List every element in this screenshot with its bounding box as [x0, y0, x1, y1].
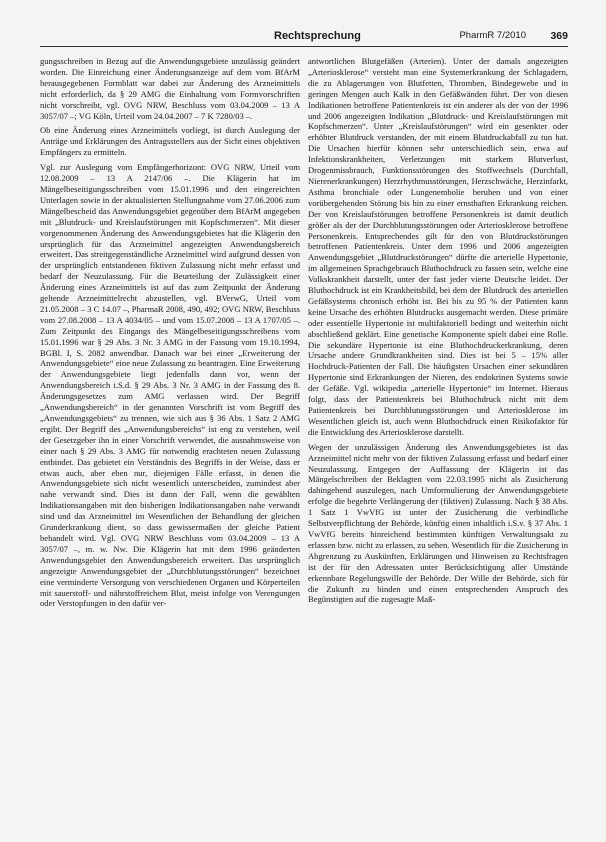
paragraph: Ob eine Änderung eines Arzneimittels vorliegt, ist durch Auslegung der Anträge und Erklärungen des Antragsstellers aus der Sicht eines objektiven Empfängers zu ermitteln.	[40, 125, 300, 158]
header-rule	[40, 46, 568, 47]
page-number: 369	[546, 30, 568, 42]
left-column	[40, 56, 300, 613]
paragraph: gungsschreiben in Bezug auf die Anwendungsgebiete unzulässig geändert worden. Die Einreichung einer Änderungsanzeige auf dem vom BfArM herausgegebenen Formblatt war dabei zur Änderung des Arzneimittels nicht erforderlich, da § 29 AMG die Einhaltung vom Formvorschriften nicht vorschreibt, vgl. OVG NRW, Beschluss vom 03.04.2009 – 13 A 3057/07 –; VG Köln, Urteil vom 24.04.2007 – 7 K 7280/03 –.	[40, 56, 300, 121]
journal-reference: PharmR 7/2010	[455, 30, 530, 41]
page-header	[40, 30, 568, 52]
paragraph: antwortlichen Blutgefäßen (Arterien). Unter der damals angezeigten „Arteriosklerose“ versteht man eine Systemerkrankung der Schlagadern, die zu Ablagerungen von Blutfetten, Thromben, Bindegewebe und in geringen Mengen auch Kalk in den Gefäßwänden führt. Der von diesen Indikationen betroffene Patientenkreis ist ein anderer als der von der 1996 und 2006 angezeigten Indikation „Blutdruck- und Kreislaufstörungen mit Kopfschmerzen“. Unter „Kreislaufstörungen“ wird ein gesenkter oder erhöhter Blutdruck verstanden, der mit einem Blutdruckabfall zu tun hat. Die Ursachen hierfür können sehr unterschiedlich sein, etwa auf Infektionskrankheiten, Verletzungen mit starkem Blutverlust, Drogenmissbrauch, Funktionsstörungen des Stoffwechsels (Durchfall, Nierenerkrankungen) Herzrhythmusstörungen, Herzschwäche, Herzinfarkt, Asthma bronchiale oder Lungenembolie beruhen und von einer vorübergehenden Störung bis hin zu einer ernsthaften Erkrankung reichen. Der von Kreislaufstörungen betroffene Personenkreis ist damit deutlich größer als der der Durchblutungsstörungen oder Arteriosklerose betroffene Personenkreis. Entsprechendes gilt für den von Blutdruckstörungen betroffenen Patientenkreis. Unter dem 1996 und 2006 angezeigten Anwendungsgebiet „Blutdruckstörungen“ dürfte die arterielle Hypertonie, im allgemeinen Sprachgebrauch Bluthochdruck zu fassen sein, welche eine Volkskrankheit darstellt, unter der fast jeder vierte Deutsche leidet. Der Bluthochdruck ist ein Krankheitsbild, bei dem der Blutdruck des arteriellen Gefäßsystems chronisch erhöht ist. Bei bis zu 95 % der Patienten kann keine Ursache des erhöhten Blutdrucks ausgemacht werden. Diese primäre oder essentielle Hypertonie ist multifaktoriell bedingt und weiterhin nicht abschließend geklärt. Eine genetische Komponente spielt dabei eine Rolle. Die sekundäre Hypertonie ist eine Bluthochdruckerkrankung, deren Ursache andere Grundkrankheiten sind. Dies ist bei 5 – 15% aller Hochdruck-Patienten der Fall. Die häufigsten Ursachen einer sekundären Hypertonie sind Erkrankungen der Nieren, des endokrinen Systems sowie der Gefäße. Vgl. wikipedia „arterielle Hypertonie“ im Internet. Hieraus folgt, dass der Patientenkreis bei Bluthochdruck nicht mit dem Patientenkreis bei Durchblutungsstörungen und Arteriosklerose im Wesentlichen gleich ist, auch wenn Bluthochdruck einen Risikofaktor für die Entwicklung des Arteriosklerose darstellt.	[308, 56, 568, 437]
right-column	[308, 56, 568, 609]
paragraph: Wegen der unzulässigen Änderung des Anwendungsgebietes ist das Arzneimittel nicht mehr von der fiktiven Zulassung erfasst und bedarf einer Neuzulassung. Entgegen der Auffassung der Klägerin ist das Mängelschreiben der Beklagten vom 22.03.1995 nicht als Zusicherung dahingehend auszulegen, nach Umformulierung der Anwendungsgebiete erfolge die begehrte Verlängerung der (fiktiven) Zulassung. Nach § 38 Abs. 1 Satz 1 VwVfG ist unter der Zusicherung die verbindliche Selbstverpflichtung der Behörde, künftig einen inhaltlich i.S.v. § 37 Abs. 1 VwVfG bereits hinreichend bestimmten künftigen Verwaltungsakt zu erlassen bzw. nicht zu erlassen, zu sehen. Wesentlich für die Zusicherung in Abgrenzung zu Auskünften, Erklärungen und Hinweisen zu Rechtsfragen ist der für den Adressaten unter Berücksichtigung aller Umstände erkennbare Regelungswille der Behörde. Der Wille der Behörde, sich für die Zukunft zu binden und einen entsprechenden Anspruch des Begünstigten auf die zugesagte Maß-	[308, 441, 568, 605]
paragraph: Vgl. zur Auslegung vom Empfängerhorizont: OVG NRW, Urteil vom 12.08.2009 – 13 A 2147/06 –. Die Klägerin hat im Mängelbeseitigungsschreiben vom 15.01.1996 und den eingereichten Unterlagen sowie in der aktualisierten Stellungnahme vom 27.06.2006 zum Mängelbescheid das Anwendungsgebiet gegenüber dem BfArM angegeben mit „Blutdruck- und Kreislaufstörungen mit Kopfschmerzen“. Mit dieser vorgenommenen Änderung des Anwendungsgebietes hat die Klägerin den ursprünglich für das Arzneimittel angezeigten Anwendungsbereich erweitert. Das streitgegenständliche Arzneimittel wird aufgrund dessen von der ursprünglich entstandenen fiktiven Zulassung nicht mehr erfasst und bedarf der Neuzulassung. Für die Beurteilung der Zulässigkeit einer Änderung eines Arzneimittels ist auf das zum Zeitpunkt der Änderung geltende Arzneimittelrecht abzustellen, vgl. BVerwG, Urteil vom 21.05.2008 – 3 C 14.07 –, PharmaR 2008, 490, 492; OVG NRW, Beschluss vom 27.08.2008 – 13 A 4034/05 – und vom 15.07.2008 – 13 A 1707/05 –. Zum Zeitpunkt des Eingangs des Mängelbeseitigungsschreibens vom 15.01.1996 war § 29 Abs. 3 Nr. 3 AMG in der Fassung vom 19.10.1994, BGBl. I, S. 2082 anwendbar. Danach war bei einer „Erweiterung der Anwendungsgebiete“ eine neue Zulassung zu beantragen. Eine Erweiterung der Anwendungsgebiete liegt jedenfalls dann vor, wenn der Anwendungsbereich i.S.d. § 29 Abs. 3 Nr. 3 AMG in der Fassung des 8. Änderungsgesetzes zum AMG verlassen wird. Der Begriff „Anwendungsbereich“ in der genannten Vorschrift ist vom Begriff des „Anwendungsgebiets“ zu trennen, wie sich aus § 36 Abs. 1 Satz 2 AMG ergibt. Der Begriff des „Anwendungsbereichs“ ist eng zu verstehen, weil der Gesetzgeber ihn in einer Vorschrift verwendet, die ausnahmsweise von einer nach § 29 Abs. 3 AMG für notwendig erachteten neuen Zulassung entbindet. Das gebietet ein Verständnis des Begriffs in der Weise, dass er etwas auch, aber eben nur, diejenigen Fälle erfasst, in denen die Anwendungsgebiete sich nicht wesentlich unterscheiden, zumindest aber nahe verwandt sind. Dies ist dann der Fall, wenn die gewählten Indikationsangaben mit den bisherigen Indikationsangaben nahe verwandt sind und das Arzneimittel im Wesentlichen der Behandlung der gleichen Grunderkrankung dient, so dass gewissermaßen der gleiche Patient behandelt wird. Vgl. OVG NRW Beschluss vom 03.04.2009 – 13 A 3057/07 –, m. w. Nw. Die Klägerin hat mit dem 1996 geänderten Anwendungsgebiet den Anwendungsbereich erweitert. Das ursprünglich angezeigte Anwendungsgebiet der „Durchblutungsstörungen“ bezeichnet eine verminderte Versorgung von verschiedenen Organen und Körperteilen mit sauerstoff- und nährstoffreichem Blut, meist infolge von Verengungen oder Verstopfungen in den dafür ver-	[40, 162, 300, 609]
section-title: Rechtsprechung	[268, 30, 367, 42]
